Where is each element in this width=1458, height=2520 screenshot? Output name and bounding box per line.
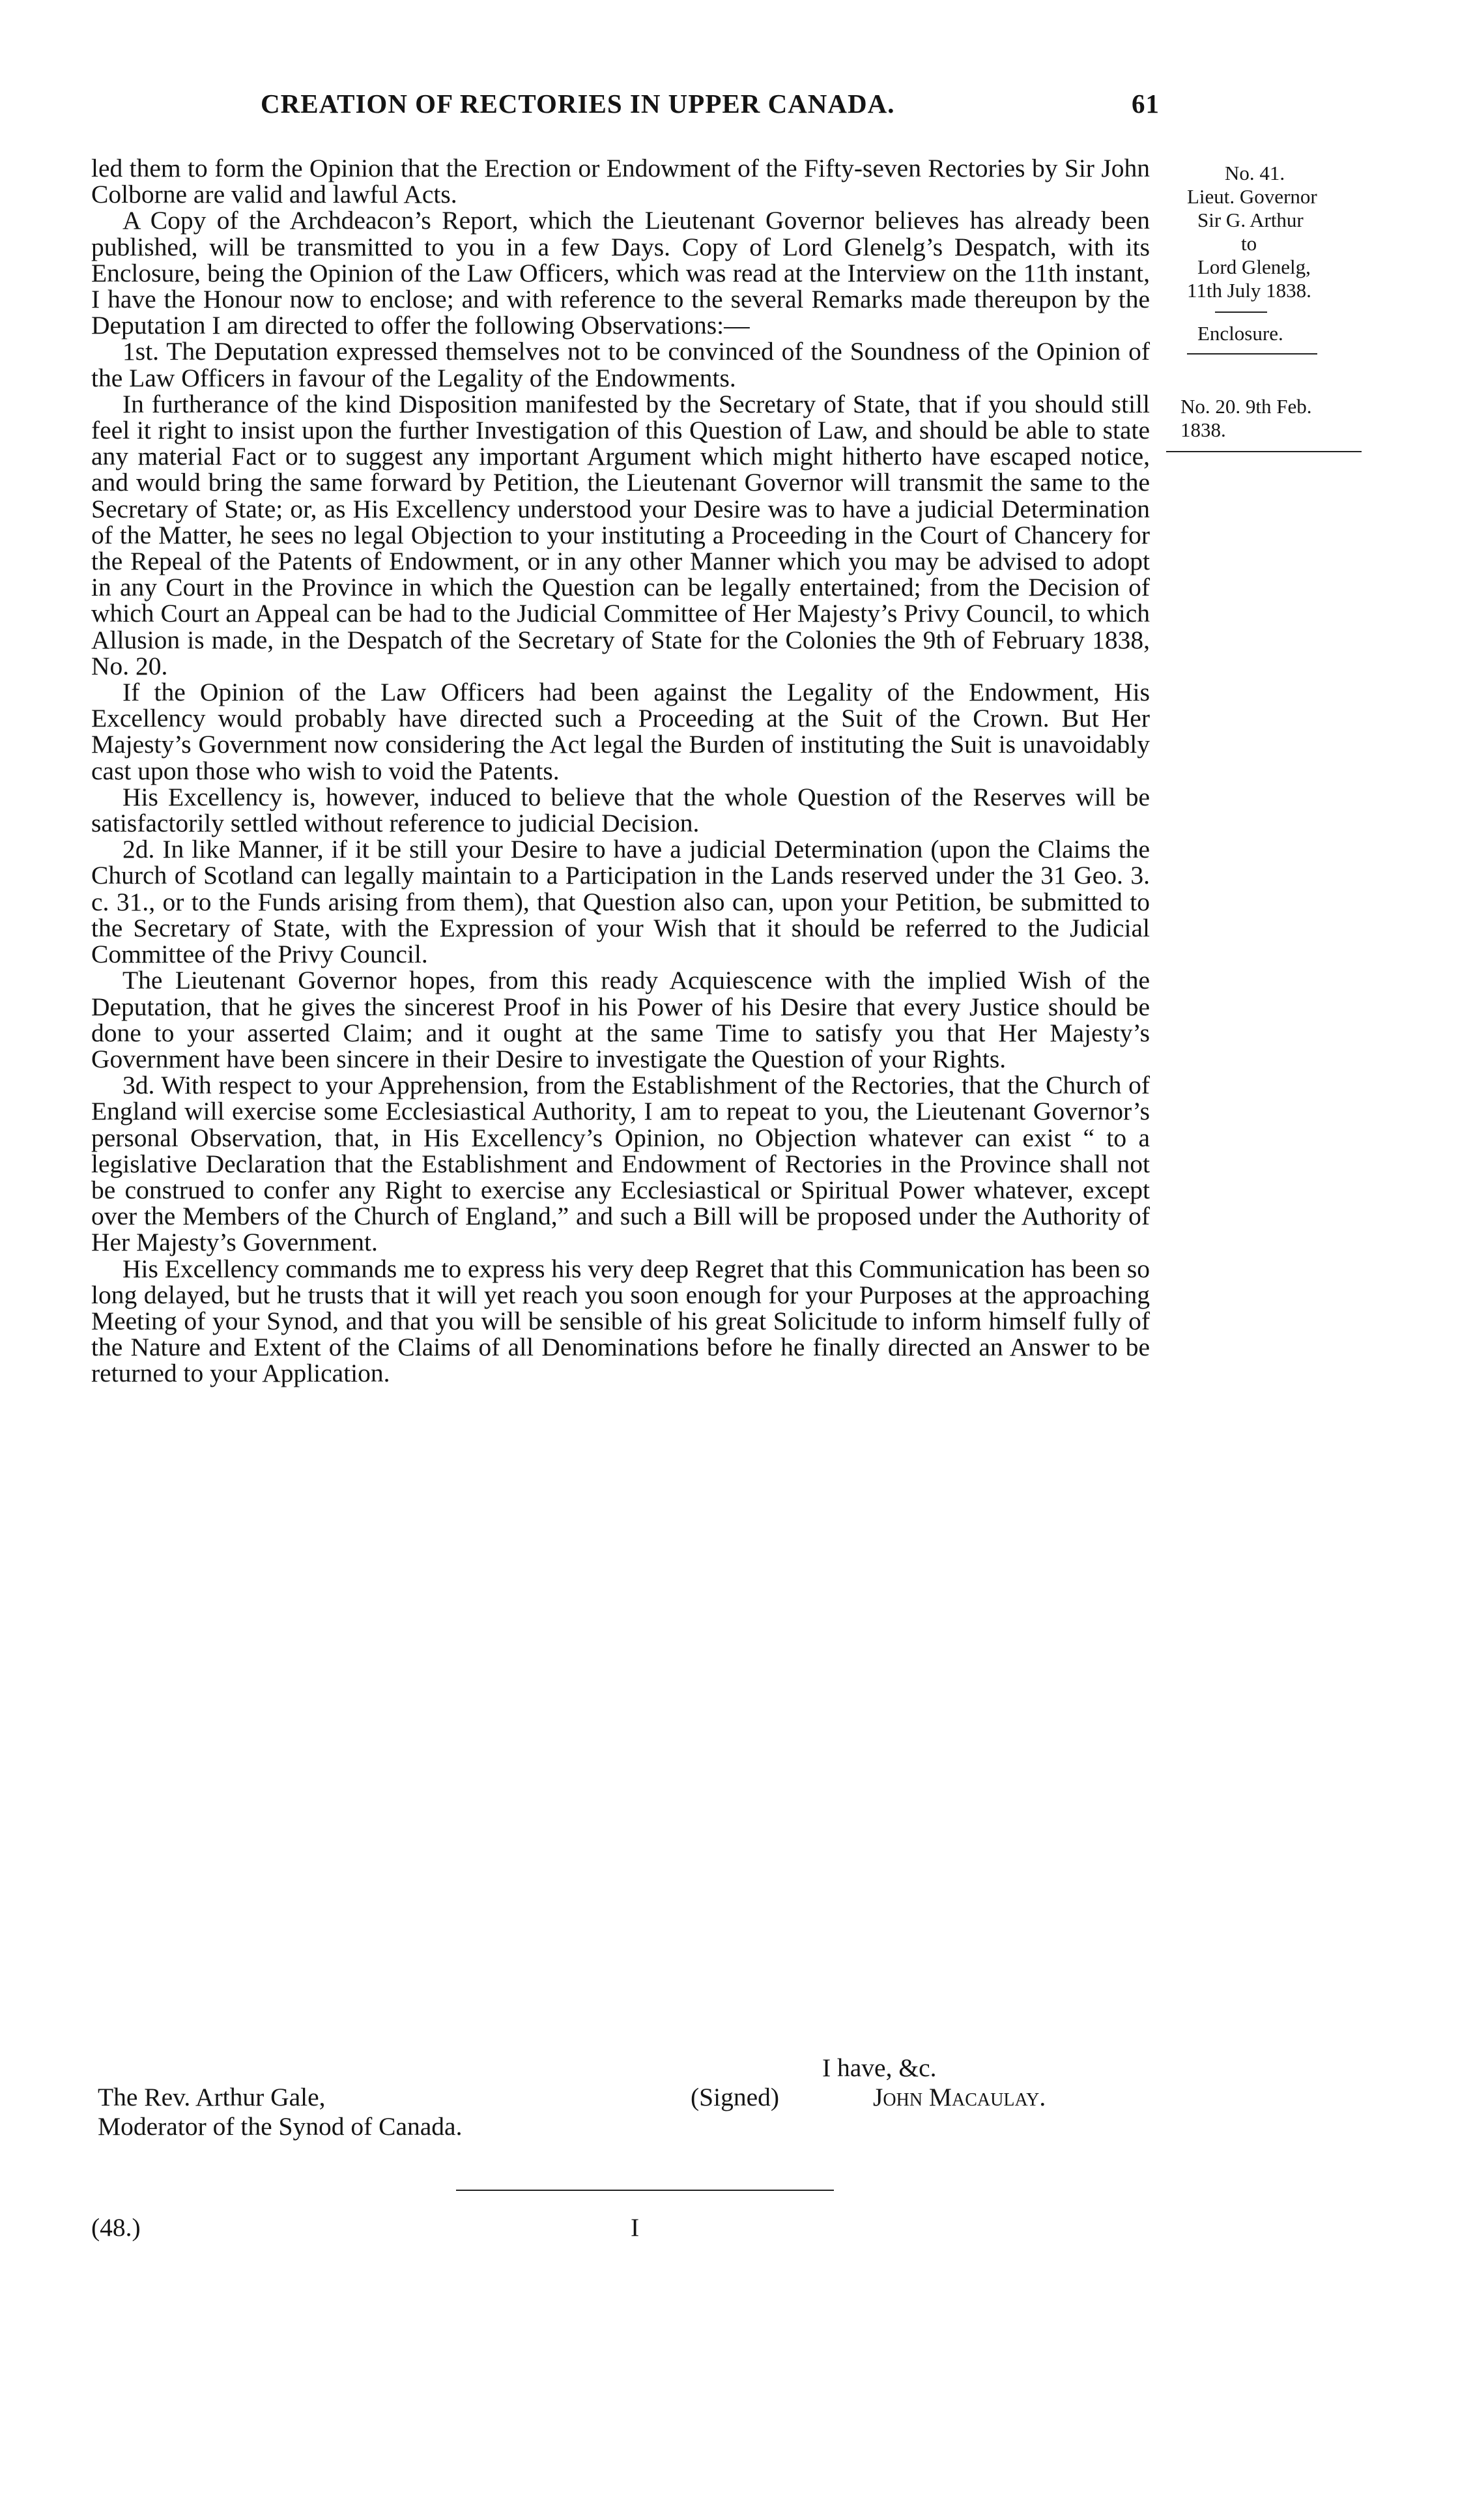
body-paragraph: 2d. In like Manner, if it be still your Desire to have a judicial Determination (upon the Claims the Church of Scotland can legally maintain to a Participation in the Lands reserved under the 31 Geo. 3. c. 31., or to the Funds arising from them), that Question also can, upon your Petition, be submitted to the Secretary of State, with the Expression of your Wish that it should be referred to the Judicial Committee of the Privy Council. [91,835,1150,969]
margin-divider [1215,311,1267,313]
closing-formula: I have, &c. [822,2053,937,2082]
signer-name: John Macaulay. [873,2083,1046,2111]
margin-divider [1166,451,1362,452]
margin-note-to: to [1241,232,1257,255]
addressee: The Rev. Arthur Gale, [98,2083,326,2111]
body-paragraph: In furtherance of the kind Disposition manifested by the Secretary of State, that if you should still feel it right to insist upon the further Investigation of this Question of Law, and should be able to state any material Fact or to suggest any important Argument which might hitherto have escaped notice, and would bring the same forward by Petition, the Lieutenant Governor will transmit the same to the Secretary of State; or, as His Excellency understood your Desire was to have a judicial Determination of the Matter, he sees no legal Objection to your instituting a Proceeding in the Court of Chancery for the Repeal of the Patents of Endowment, or in any other Manner which you may be advised to adopt in any Court in the Province in which the Question can be legally entertained; from the Decision of which Court an Appeal can be had to the Judicial Committee of Her Majesty’s Privy Council, to which Allusion is made, in the Despatch of the Secretary of State for the Colonies the 9th of February 1838, No. 20. [91,389,1150,680]
running-title: CREATION OF RECTORIES IN UPPER CANADA. [261,89,895,119]
letter-body [91,155,1150,1387]
body-paragraph: A Copy of the Archdeacon’s Report, which the Lieutenant Governor believes has already been published, will be transmitted to you in a few Days. Copy of Lord Glenelg’s Despatch, with its Enclosure, being the Opinion of the Law Officers, which was read at the Interview on the 11th instant, I have the Honour now to enclose; and with reference to the several Remarks made thereupon by the Deputation I am directed to offer the following Observations:— [91,206,1150,340]
margin-note-reference: No. 20. 9th Feb. 1838. [1180,395,1312,441]
margin-divider [1187,353,1317,355]
margin-note-date: 11th July 1838. [1187,279,1311,302]
body-paragraph: The Lieutenant Governor hopes, from this ready Acquiescence with the implied Wish of the Deputation, that he gives the sincerest Proof in his Power of his Desire that every Justice should be done to your asserted Claim; and it ought at the same Time to satisfy you that Her Majesty’s Government have been sincere in their Desire to investigate the Question of your Rights. [91,966,1150,1073]
closing-rule [456,2190,834,2191]
body-paragraph: 3d. With respect to your Apprehension, from the Establishment of the Rectories, that the Church of England will exercise some Ecclesiastical Authority, I am to repeat to you, the Lieutenant Governor’s personal Observation, that, in His Excellency’s Opinion, no Objection whatever can exist “ to a legislative Declaration that the Establishment and Endowment of Rectories in the Province shall not be construed to confer any Right to exercise any Ecclesiastical or Spiritual Power whatever, except over the Members of the Church of England,” and such a Bill will be proposed under the Authority of Her Majesty’s Government. [91,1071,1150,1257]
body-paragraph: 1st. The Deputation expressed themselves not to be convinced of the Soundness of the Opinion of the Law Officers in favour of the Legality of the Endowments. [91,337,1150,392]
margin-note-name: Sir G. Arthur [1197,209,1304,231]
margin-note-number: No. 41. [1225,162,1285,184]
margin-note-enclosure: Enclosure. [1197,322,1283,345]
signature-mark: I [631,2213,640,2242]
addressee-title: Moderator of the Synod of Canada. [98,2112,463,2141]
body-paragraph: His Excellency commands me to express his very deep Regret that this Communication has been so long delayed, but he trusts that it will yet reach you soon enough for your Purposes at the approaching Meeting of your Synod, and that you will be sensible of his great Solicitude to inform himself fully of the Nature and Extent of the Claims of all Denominations before he finally directed an Answer to be returned to your Application. [91,1254,1150,1388]
body-paragraph: His Excellency is, however, induced to believe that the whole Question of the Reserves will be satisfactorily settled without reference to judicial Decision. [91,782,1150,838]
body-paragraph: led them to form the Opinion that the Erection or Endowment of the Fifty-seven Rectories by Sir John Colborne are valid and lawful Acts. [91,154,1150,209]
page-number: 61 [1132,89,1160,119]
margin-note-from: Lieut. Governor [1187,185,1317,208]
signed-label: (Signed) [691,2083,780,2111]
body-paragraph: If the Opinion of the Law Officers had been against the Legality of the Endowment, His Excellency would probably have directed such a Proceeding at the Suit of the Crown. But Her Majesty’s Government now considering the Act legal the Burden of instituting the Suit is unavoidably cast upon those who wish to void the Patents. [91,678,1150,785]
margin-note-recipient: Lord Glenelg, [1197,255,1311,278]
print-order-number: (48.) [91,2213,141,2242]
